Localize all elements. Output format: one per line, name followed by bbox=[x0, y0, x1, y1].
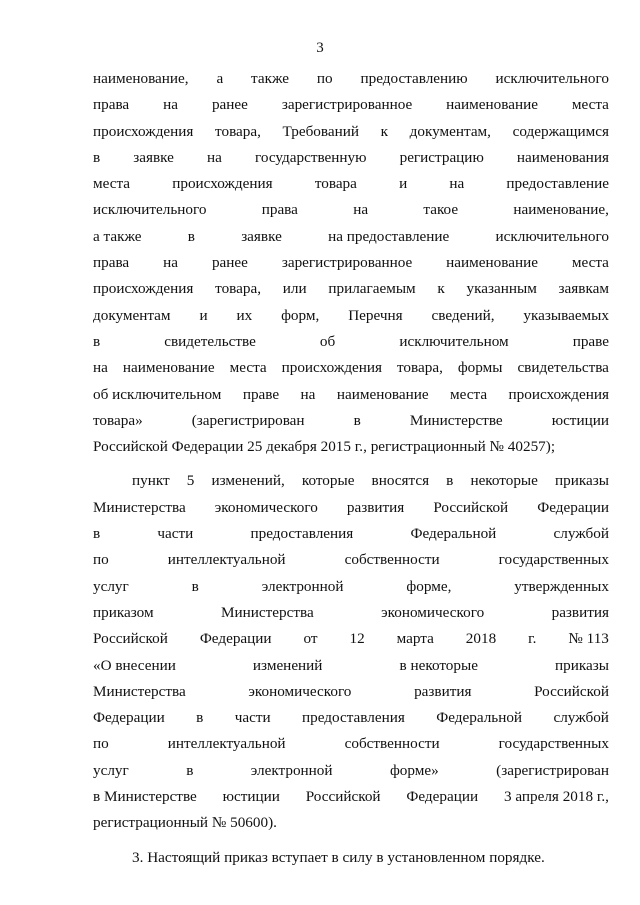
text-line bbox=[93, 845, 609, 871]
word: наименование, bbox=[93, 70, 189, 87]
word: форме» bbox=[389, 761, 439, 779]
text-line bbox=[93, 119, 609, 145]
paragraph bbox=[93, 845, 609, 871]
word: Федерации bbox=[93, 709, 165, 727]
word: Министерстве bbox=[409, 411, 503, 429]
word: ранее bbox=[211, 254, 248, 272]
word: 3. Настоящий приказ вступает в силу в установленном порядке. bbox=[132, 848, 545, 866]
text-line bbox=[93, 171, 609, 197]
word: Российской bbox=[534, 682, 609, 700]
word: зарегистрированное bbox=[281, 254, 413, 272]
word: на bbox=[163, 96, 178, 114]
word: свидетельства bbox=[517, 359, 609, 377]
word: такое bbox=[423, 201, 459, 219]
word: экономического bbox=[214, 498, 318, 516]
word: заявкам bbox=[558, 280, 609, 298]
word: в bbox=[446, 472, 454, 490]
word: пункт bbox=[132, 472, 170, 490]
text-line bbox=[93, 784, 609, 810]
text-line bbox=[93, 303, 609, 329]
text-line bbox=[93, 276, 609, 302]
word: заявке bbox=[241, 227, 282, 245]
word: праве bbox=[242, 385, 280, 403]
word: происхождения bbox=[93, 280, 194, 298]
text-line bbox=[93, 679, 609, 705]
word: места bbox=[229, 359, 267, 377]
word: документам bbox=[93, 306, 171, 324]
word: товара, bbox=[215, 122, 261, 140]
text-line bbox=[93, 758, 609, 784]
word: происхождения bbox=[172, 175, 273, 193]
word: Российской bbox=[93, 630, 168, 648]
word: документам, bbox=[409, 122, 491, 140]
word: содержащимся bbox=[512, 122, 609, 140]
word: 3 апреля 2018 г., bbox=[503, 788, 609, 806]
word: наименование bbox=[446, 254, 538, 272]
document-body bbox=[93, 66, 609, 871]
word: Федеральной bbox=[410, 525, 497, 543]
word: в bbox=[93, 148, 101, 166]
word: в bbox=[196, 709, 204, 727]
text-line bbox=[93, 653, 609, 679]
word: развития bbox=[414, 682, 472, 700]
word: форме, bbox=[406, 577, 452, 595]
text-line bbox=[93, 224, 609, 250]
word: вносятся bbox=[371, 472, 430, 490]
word: Федеральной bbox=[436, 709, 523, 727]
text-line bbox=[93, 626, 609, 652]
word: услуг bbox=[93, 577, 129, 595]
text-line bbox=[93, 705, 609, 731]
word: 2018 bbox=[465, 630, 497, 648]
text-line bbox=[93, 355, 609, 381]
text-line bbox=[93, 810, 609, 836]
word: в bbox=[186, 761, 194, 779]
page-number: 3 bbox=[316, 40, 324, 56]
word: электронной bbox=[250, 761, 333, 779]
word: в bbox=[191, 577, 199, 595]
word: услуг bbox=[93, 761, 129, 779]
word: развития bbox=[346, 498, 405, 516]
word: наименование bbox=[336, 385, 429, 403]
text-line bbox=[93, 250, 609, 276]
word: Перечня bbox=[348, 306, 403, 324]
word: указываемых bbox=[523, 306, 609, 324]
word: товара» bbox=[93, 411, 143, 429]
word: заявке bbox=[133, 148, 174, 166]
word: на bbox=[353, 201, 369, 219]
text-line bbox=[93, 382, 609, 408]
word: к bbox=[437, 280, 445, 298]
word: собственности bbox=[344, 735, 440, 753]
word: предоставления bbox=[250, 525, 354, 543]
word: службой bbox=[553, 709, 609, 727]
word: товара bbox=[314, 175, 357, 193]
paragraph bbox=[93, 66, 609, 460]
word: об bbox=[319, 332, 336, 350]
word: а bbox=[216, 70, 224, 87]
word: исключительного bbox=[93, 201, 207, 219]
word: на bbox=[207, 148, 222, 166]
word: исключительного bbox=[495, 227, 609, 245]
word: интеллектуальной bbox=[167, 551, 286, 569]
word: № 113 bbox=[568, 630, 609, 648]
word: (зарегистрирован bbox=[496, 761, 609, 779]
word: к bbox=[380, 122, 389, 140]
word: от bbox=[303, 630, 318, 648]
word: об исключительном bbox=[93, 385, 222, 403]
word: 12 bbox=[349, 630, 365, 648]
word: экономического bbox=[248, 682, 352, 700]
word: и bbox=[399, 175, 408, 193]
word: государственных bbox=[498, 551, 609, 569]
text-line bbox=[93, 197, 609, 223]
word: в некоторые bbox=[399, 656, 478, 674]
word: на bbox=[163, 254, 178, 272]
word: ранее bbox=[211, 96, 248, 114]
word: в Министерстве bbox=[93, 788, 197, 806]
word: по bbox=[316, 70, 333, 87]
word: происхождения bbox=[508, 385, 609, 403]
word: на предоставление bbox=[328, 227, 450, 245]
word: Министерства bbox=[93, 498, 186, 516]
text-line bbox=[93, 145, 609, 171]
word: собственности bbox=[344, 551, 440, 569]
word: права bbox=[93, 96, 130, 114]
word: формы bbox=[457, 359, 503, 377]
text-line bbox=[93, 600, 609, 626]
word: (зарегистрирован bbox=[191, 411, 305, 429]
word: а также bbox=[93, 227, 142, 245]
word: наименование bbox=[446, 96, 538, 114]
word: товара, bbox=[215, 280, 262, 298]
word: указанным bbox=[466, 280, 537, 298]
word: изменений bbox=[252, 656, 323, 674]
word: в bbox=[93, 332, 101, 350]
word: некоторые bbox=[470, 472, 538, 490]
text-line bbox=[93, 574, 609, 600]
word: по bbox=[93, 735, 109, 753]
word: на bbox=[93, 359, 108, 377]
text-line bbox=[93, 731, 609, 757]
word: свидетельстве bbox=[164, 332, 256, 350]
word: праве bbox=[572, 332, 609, 350]
word: наименование, bbox=[513, 201, 609, 219]
word: товара, bbox=[397, 359, 443, 377]
word: утвержденных bbox=[514, 577, 609, 595]
word: 5 bbox=[186, 472, 195, 490]
text-line bbox=[93, 408, 609, 434]
word: регистрацию bbox=[399, 148, 484, 166]
word: части bbox=[157, 525, 194, 543]
word: Российской bbox=[305, 788, 381, 806]
text-line bbox=[93, 92, 609, 118]
text-line bbox=[93, 468, 609, 494]
word: в bbox=[93, 525, 101, 543]
word: государственных bbox=[498, 735, 609, 753]
word: места bbox=[571, 254, 609, 272]
word: Российской bbox=[433, 498, 509, 516]
word: или bbox=[282, 280, 307, 298]
word: места bbox=[571, 96, 609, 114]
word: марта bbox=[396, 630, 434, 648]
word: наименование bbox=[122, 359, 215, 377]
word: «О внесении bbox=[93, 656, 176, 674]
word: экономического bbox=[381, 603, 485, 621]
text-line bbox=[93, 495, 609, 521]
text-line bbox=[93, 329, 609, 355]
word: права bbox=[93, 254, 130, 272]
text-line bbox=[93, 434, 609, 460]
word: сведений, bbox=[431, 306, 495, 324]
word: предоставления bbox=[302, 709, 405, 727]
word: службой bbox=[553, 525, 609, 543]
word: происхождения bbox=[93, 122, 194, 140]
word: юстиции bbox=[222, 788, 280, 806]
word: приказы bbox=[555, 656, 609, 674]
word: г. bbox=[528, 630, 537, 648]
word: места bbox=[450, 385, 488, 403]
word: прилагаемым bbox=[328, 280, 416, 298]
word: Федерации bbox=[406, 788, 479, 806]
word: исключительном bbox=[399, 332, 509, 350]
word: Министерства bbox=[221, 603, 314, 621]
word: в bbox=[353, 411, 361, 429]
word: на bbox=[449, 175, 465, 193]
word: Требований bbox=[282, 122, 359, 140]
word: права bbox=[261, 201, 298, 219]
word: Министерства bbox=[93, 682, 186, 700]
word: исключительного bbox=[495, 70, 609, 87]
word: наименования bbox=[516, 148, 609, 166]
word: и bbox=[199, 306, 208, 324]
word: происхождения bbox=[281, 359, 383, 377]
word: которые bbox=[301, 472, 355, 490]
word: Федерации bbox=[199, 630, 272, 648]
paragraph bbox=[93, 468, 609, 836]
word: приказы bbox=[554, 472, 609, 490]
word: изменений, bbox=[211, 472, 285, 490]
paragraph-gap bbox=[93, 460, 609, 468]
word: приказом bbox=[93, 603, 154, 621]
text-line bbox=[93, 66, 609, 92]
text-line bbox=[93, 521, 609, 547]
paragraph-gap bbox=[93, 837, 609, 845]
word: зарегистрированное bbox=[281, 96, 413, 114]
word: регистрационный № 50600). bbox=[93, 814, 277, 832]
word: развития bbox=[551, 603, 609, 621]
word: форм, bbox=[281, 306, 320, 324]
word: также bbox=[251, 70, 290, 87]
word: на bbox=[300, 385, 316, 403]
word: электронной bbox=[261, 577, 344, 595]
text-line bbox=[93, 547, 609, 573]
word: места bbox=[93, 175, 131, 193]
word: Федерации bbox=[537, 498, 609, 516]
word: юстиции bbox=[551, 411, 609, 429]
word: предоставление bbox=[506, 175, 609, 193]
word: по bbox=[93, 551, 109, 569]
word: государственную bbox=[255, 148, 367, 166]
word: Российской Федерации 25 декабря 2015 г., регистрационный № 40257); bbox=[93, 438, 556, 456]
word: интеллектуальной bbox=[167, 735, 286, 753]
word: предоставлению bbox=[360, 70, 468, 87]
word: части bbox=[234, 709, 271, 727]
word: их bbox=[236, 306, 253, 324]
word: в bbox=[187, 227, 195, 245]
